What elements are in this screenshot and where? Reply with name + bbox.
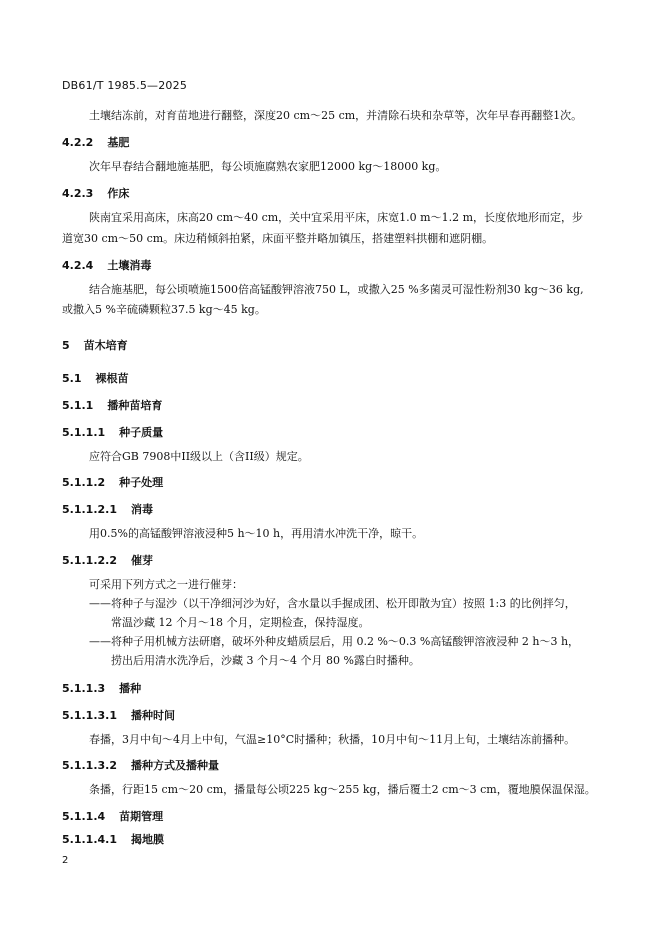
heading-title: 种子质量 — [119, 426, 164, 439]
heading-5-1 — [62, 370, 129, 386]
heading-number: 5.1.1.1 — [62, 426, 106, 439]
paragraph-line: 次年早春结合翻地施基肥，每公顷施腐熟农家肥12000 kg～18000 kg。 — [89, 160, 447, 173]
heading-title: 播种苗培育 — [107, 399, 163, 412]
heading-number: 5.1 — [62, 372, 82, 385]
heading-number: 5.1.1.2 — [62, 476, 106, 489]
paragraph-line: 条播，行距15 cm～20 cm，播量每公顷225 kg～255 kg，播后覆土2 cm～3 cm，覆地膜保温保湿。 — [89, 783, 596, 796]
paragraph-line: 土壤结冻前，对育苗地进行翻整，深度20 cm～25 cm，并清除石块和杂草等，次年早春再翻整1次。 — [89, 109, 583, 122]
heading-number: 5.1.1.3.2 — [62, 759, 117, 772]
heading-number: 5.1.1.3.1 — [62, 709, 117, 722]
document-code: DB61/T 1985.5—2025 — [62, 79, 188, 92]
heading-5-1-1-3 — [62, 680, 141, 696]
heading-5-1-1 — [62, 397, 162, 413]
paragraph-line: 或撒入5 %辛硫磷颗粒37.5 kg～45 kg。 — [62, 303, 266, 316]
heading-title: 苗期管理 — [119, 810, 164, 823]
heading-number: 5.1.1.2.2 — [62, 554, 117, 567]
heading-number: 4.2.2 — [62, 136, 94, 149]
heading-4-2-2 — [62, 134, 129, 150]
heading-number: 5.1.1.2.1 — [62, 503, 117, 516]
list-item-continuation: 常温沙藏 12 个月～18 个月，定期检查，保持湿度。 — [111, 616, 370, 629]
paragraph-line: 春播，3月中旬～4月上中旬，气温≥10°C时播种；秋播，10月中旬～11月上旬，土壤结冻前播种。 — [89, 733, 576, 746]
paragraph-line: 道宽30 cm～50 cm。床边稍倾斜拍紧，床面平整并略加镇压，搭建塑料拱棚和遮阴棚。 — [62, 232, 494, 245]
heading-number: 4.2.4 — [62, 259, 94, 272]
heading-number: 5.1.1.4 — [62, 810, 106, 823]
heading-number: 5.1.1.3 — [62, 682, 106, 695]
list-item: ——将种子用机械方法研磨，破坏外种皮蜡质层后，用 0.2 %～0.3 %高锰酸钾溶液浸种 2 h～3 h， — [89, 635, 580, 648]
heading-title: 苗木培育 — [83, 339, 128, 352]
heading-5-1-1-1 — [62, 424, 163, 440]
paragraph-line: 可采用下列方式之一进行催芽： — [89, 578, 243, 591]
list-item-continuation: 捞出后用清水洗净后，沙藏 3 个月～4 个月 80 %露白时播种。 — [111, 654, 420, 667]
heading-title: 种子处理 — [119, 476, 164, 489]
heading-title: 土壤消毒 — [107, 259, 152, 272]
heading-title: 作床 — [107, 187, 130, 200]
heading-title: 裸根苗 — [95, 372, 129, 385]
heading-5-1-1-3-1 — [62, 707, 175, 723]
heading-number: 5.1.1 — [62, 399, 94, 412]
heading-4-2-4 — [62, 257, 151, 273]
heading-number: 5 — [62, 339, 70, 352]
heading-title: 基肥 — [107, 136, 130, 149]
heading-5-1-1-4 — [62, 808, 163, 824]
heading-4-2-3 — [62, 185, 129, 201]
paragraph-line: 结合施基肥，每公顷喷施1500倍高锰酸钾溶液750 L，或撒入25 %多菌灵可湿性粉剂30 kg～36 kg, — [89, 283, 584, 296]
heading-title: 催芽 — [130, 554, 153, 567]
heading-5-1-1-2 — [62, 474, 163, 490]
heading-title: 消毒 — [130, 503, 153, 516]
heading-title: 播种 — [119, 682, 142, 695]
heading-5-1-1-4-1 — [62, 831, 164, 847]
heading-number: 5.1.1.4.1 — [62, 833, 117, 846]
list-item: ——将种子与湿沙（以干净细河沙为好，含水量以手握成团、松开即散为宜）按照 1:3 的比例拌匀， — [89, 597, 576, 610]
heading-5-1-1-2-2 — [62, 552, 153, 568]
heading-5-1-1-2-1 — [62, 501, 153, 517]
heading-title: 播种时间 — [130, 709, 175, 722]
page-number: 2 — [62, 855, 69, 866]
heading-5-1-1-3-2 — [62, 757, 219, 773]
paragraph-line: 用0.5%的高锰酸钾溶液浸种5 h～10 h，再用清水冲洗干净，晾干。 — [89, 527, 424, 540]
heading-5 — [62, 337, 128, 353]
heading-number: 4.2.3 — [62, 187, 94, 200]
heading-title: 揭地膜 — [130, 833, 164, 846]
paragraph-line: 陕南宜采用高床，床高20 cm～40 cm，关中宜采用平床，床宽1.0 m～1.2 m，长度依地形而定，步 — [89, 211, 584, 224]
heading-title: 播种方式及播种量 — [130, 759, 219, 772]
paragraph-line: 应符合GB 7908中II级以上（含II级）规定。 — [89, 450, 309, 463]
